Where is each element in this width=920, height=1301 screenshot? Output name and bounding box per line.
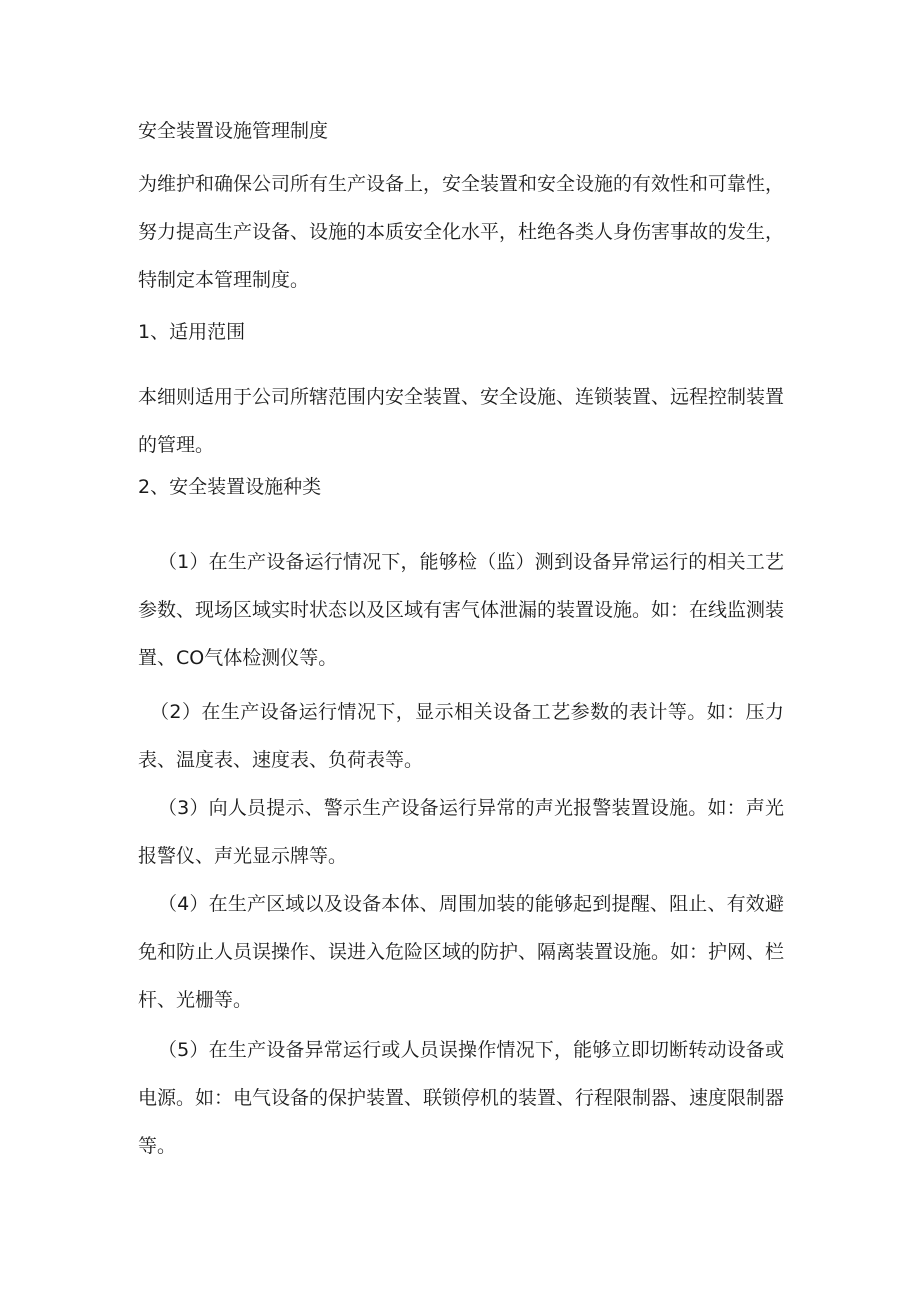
list-item: （1）在生产设备运行情况下，能够检（监）测到设备异常运行的相关工艺参数、现场区域实时状态以及区域有害气体泄漏的装置设施。如：在线监测装置、CO气体检测仪等。 [138, 551, 785, 669]
list-item: （3）向人员提示、警示生产设备运行异常的声光报警装置设施。如：声光报警仪、声光显示牌等。 [138, 797, 784, 867]
section-1-heading: 1、适用范围 [138, 321, 246, 343]
list-item: （4）在生产区域以及设备本体、周围加装的能够起到提醒、阻止、有效避免和防止人员误操作、误进入危险区域的防护、隔离装置设施。如：护网、栏杆、光栅等。 [138, 893, 785, 1011]
section-2-heading: 2、安全装置设施种类 [138, 476, 322, 498]
list-item: （2）在生产设备运行情况下，显示相关设备工艺参数的表计等。如：压力表、温度表、速度表、负荷表等。 [138, 701, 784, 771]
intro-paragraph: 为维护和确保公司所有生产设备上，安全装置和安全设施的有效性和可靠性，努力提高生产设备、设施的本质安全化水平，杜绝各类人身伤害事故的发生，特制定本管理制度。 [138, 173, 785, 291]
document-title: 安全装置设施管理制度 [138, 120, 329, 142]
section-1-body: 本细则适用于公司所辖范围内安全装置、安全设施、连锁装置、远程控制装置的管理。 [138, 386, 785, 456]
list-item: （5）在生产设备异常运行或人员误操作情况下，能够立即切断转动设备或电源。如：电气设备的保护装置、联锁停机的装置、行程限制器、速度限制器等。 [138, 1039, 785, 1157]
